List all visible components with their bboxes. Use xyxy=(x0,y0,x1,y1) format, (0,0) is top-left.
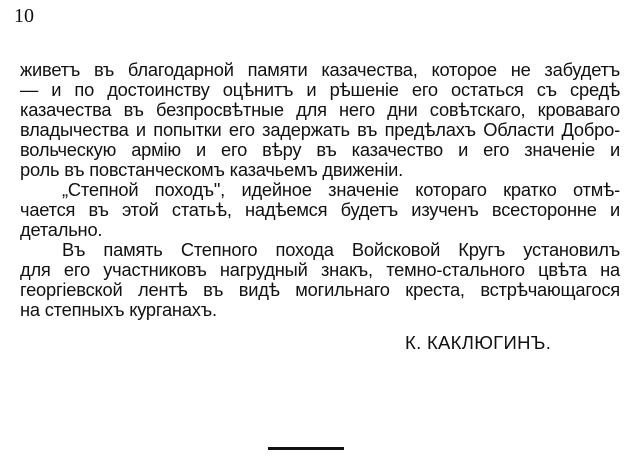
paragraph-1-line-1: живетъ въ благодарной памяти казачества, которое не забудетъ xyxy=(20,59,620,80)
page-number: 10 xyxy=(14,5,34,27)
paragraph-1-line-4: владычества и попытки его задержать въ предѣлахъ Области Добро- xyxy=(20,119,620,140)
paragraph-1-line-3: казачества въ безпросвѣтные для него дни совѣтскаго, кроваваго xyxy=(20,99,620,120)
paragraph-1-line-2: — и по достоинству оцѣнитъ и рѣшеніе его остаться съ средѣ xyxy=(20,79,620,100)
paragraph-2-line-2: чается въ этой статьѣ, надѣемся будетъ изученъ всесторонне и xyxy=(20,199,620,220)
paragraph-2-line-1: „Степной походъ", идейное значеніе котораго кратко отмѣ- xyxy=(62,179,620,200)
paragraph-3-line-2: для его участниковъ нагрудный знакъ, темно-стального цвѣта на xyxy=(20,259,620,280)
paragraph-2-line-3: детально. xyxy=(20,219,103,240)
paragraph-3-line-1: Въ память Степного похода Войсковой Кругъ установилъ xyxy=(62,239,620,260)
end-divider xyxy=(268,447,344,450)
paragraph-3-line-4: на степныхъ курганахъ. xyxy=(20,299,217,320)
paragraph-1-line-5: вольческую армію и его вѣру въ казачество и его значеніе и xyxy=(20,139,620,160)
paragraph-1-line-6: роль въ повстанческомъ казачьемъ движеніи. xyxy=(20,159,404,180)
paragraph-3-line-3: георгіевской лентѣ въ видѣ могильнаго креста, встрѣчающагося xyxy=(20,279,620,300)
author-signature: К. КАКЛЮГИНЪ. xyxy=(405,332,552,353)
